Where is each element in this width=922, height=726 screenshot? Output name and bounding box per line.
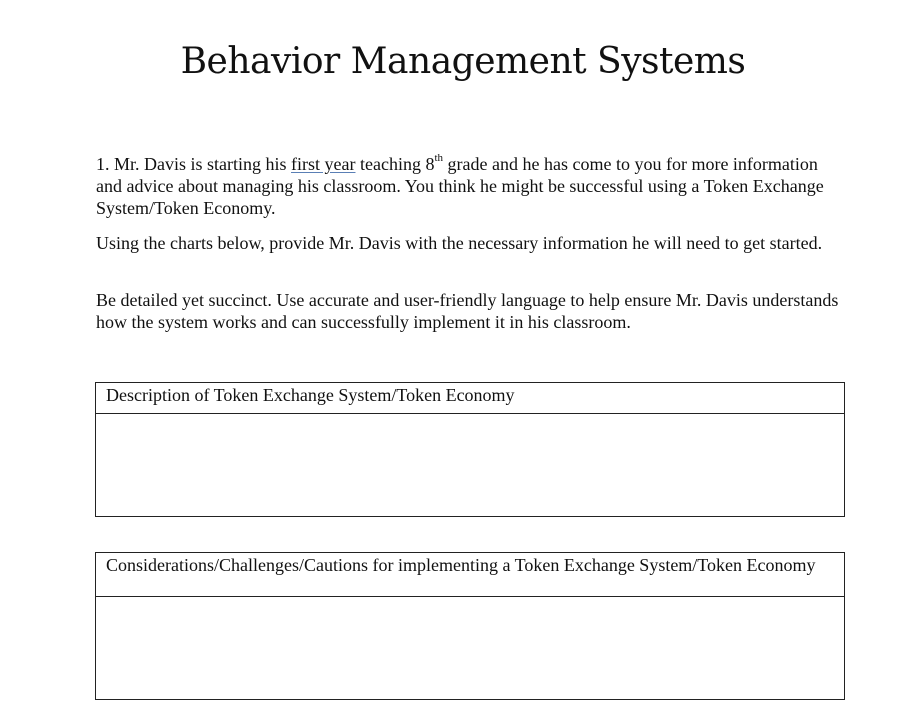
- question-text-mid: teaching 8: [355, 154, 435, 174]
- description-table: [95, 382, 845, 517]
- table-header-description: Description of Token Exchange System/Token Economy: [96, 383, 844, 414]
- page-title: Behavior Management Systems: [180, 41, 746, 82]
- question-text-rest: grade and he has come to you for more information and advice about managing his classroom. You think he might be successful using a Token Exchange System/Token Economy.: [96, 154, 824, 218]
- considerations-table: [95, 552, 845, 700]
- question-intro: 1. Mr. Davis is starting his: [96, 154, 292, 174]
- table-header-considerations: Considerations/Challenges/Cautions for implementing a Token Exchange System/Token Economy: [96, 553, 844, 597]
- table-cell-considerations-answer[interactable]: [96, 597, 844, 699]
- question-paragraph: [96, 153, 848, 219]
- instruction-paragraph: Using the charts below, provide Mr. Davis with the necessary information he will need to get started.: [96, 233, 823, 253]
- spellcheck-underlined-text[interactable]: first year: [291, 154, 356, 174]
- ordinal-suffix: th: [434, 152, 444, 164]
- table-cell-description-answer[interactable]: [96, 414, 844, 516]
- guidance-paragraph: Be detailed yet succinct. Use accurate and user-friendly language to help ensure Mr. Davis understands how the system works and can successfully implement it in his classroom.: [96, 290, 839, 332]
